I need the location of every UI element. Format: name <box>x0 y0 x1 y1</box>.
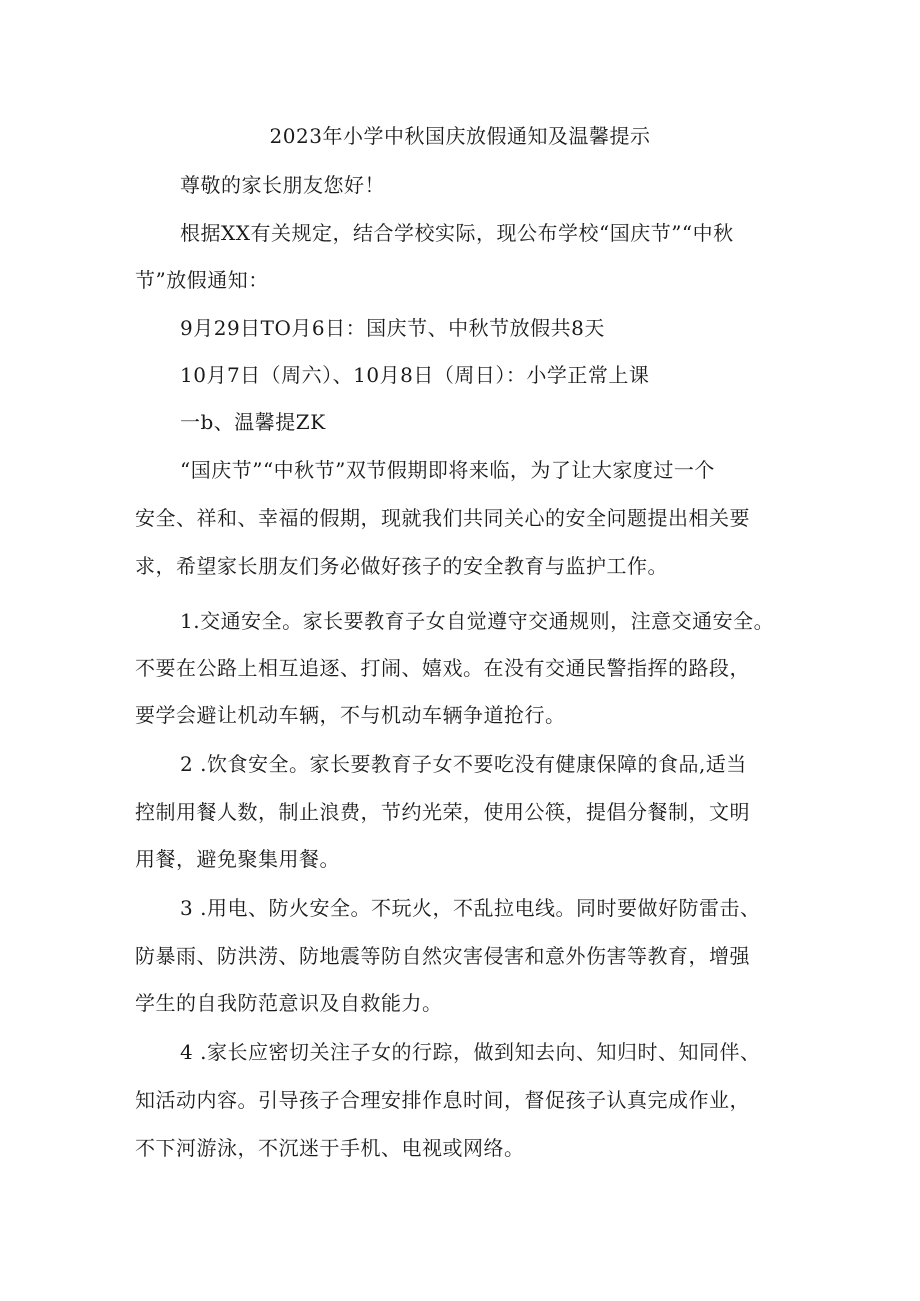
fire-safety-line-1: 3 .用电、防火安全。不玩火，不乱拉电线。同时要做好防雷击、 <box>180 896 761 920</box>
document-title: 2023年小学中秋国庆放假通知及温馨提示 <box>269 124 651 148</box>
fire-safety-line-2: 防暴雨、防洪涝、防地震等防自然灾害侵害和意外伤害等教育，增强 <box>135 944 750 968</box>
notice-line-2: 节”放假通知： <box>135 268 269 292</box>
traffic-safety-line-2: 不要在公路上相互追逐、打闹、嬉戏。在没有交通民警指挥的路段， <box>135 656 750 680</box>
food-safety-line-3: 用餐，避免聚集用餐。 <box>135 847 340 871</box>
holiday-dates-line: 9月29日TO月6日：国庆节、中秋节放假共8天 <box>180 316 605 340</box>
supervision-line-3: 不下河游泳，不沉迷于手机、电视或网络。 <box>135 1136 525 1160</box>
food-safety-line-1: 2 .饮食安全。家长要教育子女不要吃没有健康保障的食品,适当 <box>180 752 747 776</box>
notice-line-1: 根据XX有关规定，结合学校实际，现公布学校“国庆节”“中秋 <box>180 221 734 245</box>
supervision-line-1: 4 .家长应密切关注子女的行踪，做到知去向、知归时、知同伴、 <box>180 1040 761 1064</box>
fire-safety-line-3: 学生的自我防范意识及自救能力。 <box>135 991 443 1015</box>
traffic-safety-line-1: 1.交通安全。家长要教育子女自觉遵守交通规则，注意交通安全。 <box>180 609 775 633</box>
intro-line-2: 安全、祥和、幸福的假期，现就我们共同关心的安全问题提出相关要 <box>135 506 750 530</box>
greeting-line: 尊敬的家长朋友您好！ <box>180 173 385 197</box>
intro-line-1: “国庆节”“中秋节”双节假期即将来临，为了让大家度过一个 <box>180 458 715 482</box>
section-heading-tips: 一b、温馨提ZK <box>180 410 326 434</box>
class-resume-line: 10月7日（周六）、10月8日（周日）：小学正常上课 <box>180 363 650 387</box>
supervision-line-2: 知活动内容。引导孩子合理安排作息时间，督促孩子认真完成作业， <box>135 1088 750 1112</box>
traffic-safety-line-3: 要学会避让机动车辆，不与机动车辆争道抢行。 <box>135 703 566 727</box>
food-safety-line-2: 控制用餐人数，制止浪费，节约光荣，使用公筷，提倡分餐制，文明 <box>135 800 750 824</box>
intro-line-3: 求，希望家长朋友们务必做好孩子的安全教育与监护工作。 <box>135 554 668 578</box>
